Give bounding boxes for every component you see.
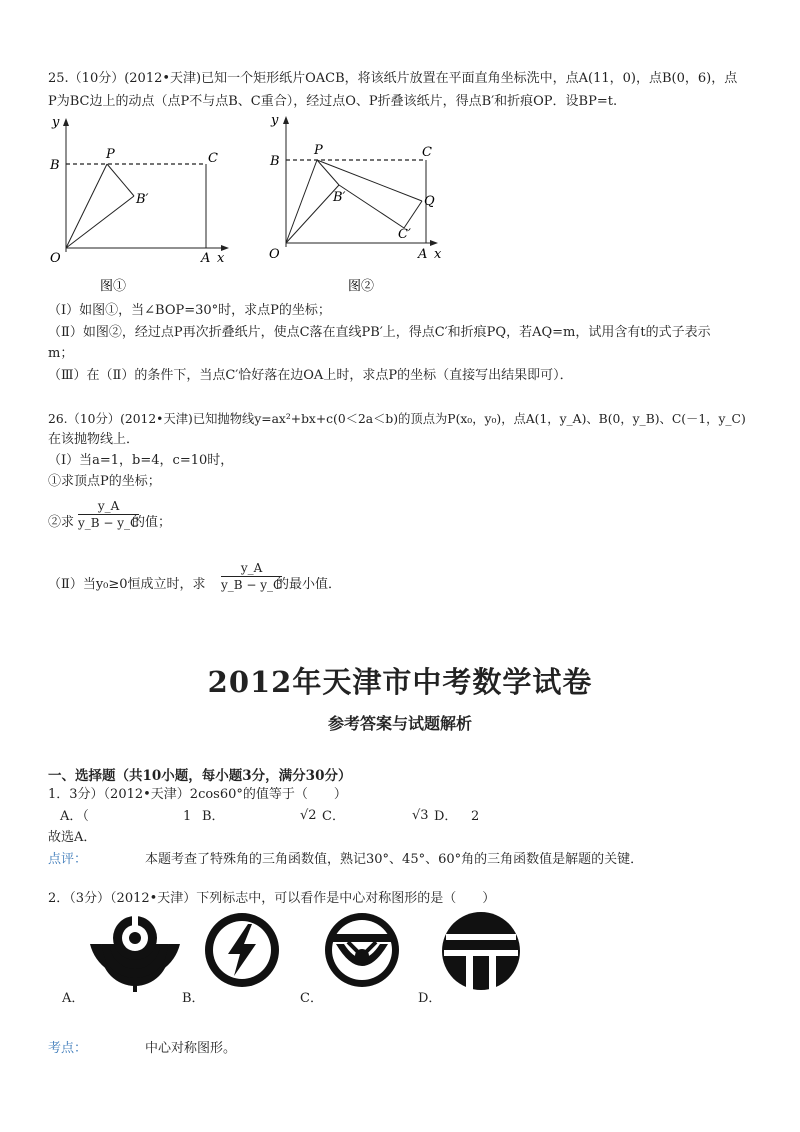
q1-value-1: 1	[183, 809, 192, 824]
q2-option-B: B．	[182, 991, 205, 1006]
q1-value-2: 2	[471, 809, 480, 824]
q26-fraction-1-num: y_A	[78, 498, 139, 515]
section-heading: 一、选择题（共10小题，每小题3分，满分30分）	[48, 768, 352, 784]
fig2-op	[286, 160, 317, 243]
q26-sub2-prefix: ②求	[48, 515, 75, 530]
kaodian-text: 中心对称图形。	[145, 1041, 237, 1056]
fig1-y-arrow	[63, 118, 69, 126]
logo-c-icon	[322, 910, 402, 990]
q1-stem: 1．3分）（2012•天津）2cos60°的值等于（ ）	[48, 787, 347, 802]
q1-option-D: D．	[434, 809, 458, 824]
q26-part1: （Ⅰ）当a=1，b=4，c=10时，	[48, 453, 234, 468]
q25-part2b: m；	[48, 346, 74, 361]
q26-fraction-2	[221, 560, 282, 593]
fig2-label-P: P	[314, 143, 323, 158]
figure-2	[262, 112, 462, 297]
fig1-label-Bprime: B′	[136, 192, 149, 207]
fig2-label-x: x	[434, 247, 442, 262]
fig1-label-B: B	[50, 158, 60, 173]
q1-option-B: B．	[202, 809, 225, 824]
q1-sqrt3: √3	[412, 808, 429, 823]
q2-stem: 2．（3分）（2012•天津）下列标志中，可以看作是中心对称图形的是（ ）	[48, 891, 496, 906]
fig1-pbp	[107, 164, 134, 196]
q1-sqrt2: √2	[300, 808, 317, 823]
q25-line1: 25.（10分）(2012•天津)已知一个矩形纸片OACB，将该纸片放置在平面直角坐标洗中，点A(11，0)，点B(0，6)，点	[48, 71, 738, 86]
q26-fraction-2-num: y_A	[221, 560, 282, 577]
q25-part2a: （Ⅱ）如图②，经过点P再次折叠纸片，使点C落在直线PB′上，得点C′和折痕PQ，若AQ=m，试用含有t的式子表示	[48, 325, 711, 340]
fig2-label-A: A	[418, 247, 428, 262]
fig1-caption: 图①	[100, 279, 127, 294]
fig2-obp	[286, 185, 339, 243]
fig1-op	[66, 164, 107, 248]
fig1-label-C: C	[208, 151, 218, 166]
fig1-label-P: P	[106, 147, 115, 162]
q2-option-D: D．	[418, 991, 442, 1006]
fig2-label-Cprime: C′	[398, 227, 411, 242]
logo-b-icon	[202, 910, 282, 990]
fig2-x-arrow	[430, 240, 438, 246]
logo-a-icon	[88, 908, 183, 998]
q25-part3: （Ⅲ）在（Ⅱ）的条件下，当点C′恰好落在边OA上时，求点P的坐标（直接写出结果即可）．	[48, 368, 573, 383]
fig1-obp	[66, 196, 134, 248]
q26-line1: 26.（10分）(2012•天津)已知抛物线y=ax²+bx+c(0＜2a＜b)的顶点为P(x₀，y₀)，点A(1，y_A)、B(0，y_B)、C(－1，y_C)	[48, 412, 746, 426]
q26-fraction-1	[78, 498, 139, 531]
fig2-cp-q	[404, 201, 422, 228]
q1-option-A: A．（	[60, 809, 89, 824]
fig2-label-B: B	[270, 154, 280, 169]
page-subtitle: 参考答案与试题解析	[327, 714, 472, 733]
fig2-caption: 图②	[348, 279, 375, 294]
q25-line2: P为BC边上的动点（点P不与点B、C重合），经过点O、P折叠该纸片，得点B′和折痕OP．设BP=t.	[48, 94, 618, 109]
page-title: 2012年天津市中考数学试卷	[207, 665, 593, 699]
q25-part1: （Ⅰ）如图①，当∠BOP=30°时，求点P的坐标；	[48, 303, 331, 318]
comment-text: 本题考查了特殊角的三角函数值，熟记30°、45°、60°角的三角函数值是解题的关键．	[145, 852, 644, 867]
fig2-label-Q: Q	[424, 194, 435, 209]
q26-sub1: ①求顶点P的坐标；	[48, 474, 161, 489]
q2-option-C: C．	[300, 991, 323, 1006]
fig2-y-arrow	[283, 116, 289, 124]
q1-choice: 故选A．	[48, 830, 97, 845]
kaodian-label: 考点：	[48, 1041, 88, 1056]
q26-part2-prefix: （Ⅱ）当y₀≥0恒成立时，求	[48, 577, 206, 592]
fig2-label-Bprime: B′	[333, 190, 346, 205]
q26-sub2-suffix: 的值；	[132, 515, 172, 530]
fig2-label-O: O	[269, 247, 280, 262]
fig1-label-O: O	[50, 251, 61, 266]
fig2-label-C: C	[422, 145, 432, 160]
figure-1	[40, 112, 240, 297]
fig1-label-A: A	[201, 251, 211, 266]
q1-option-C: C．	[322, 809, 345, 824]
q26-part2-suffix: 的最小值．	[276, 577, 342, 592]
fig1-label-y: y	[52, 115, 60, 130]
q2-option-A: A．	[62, 991, 85, 1006]
logo-d-icon	[440, 910, 522, 992]
fig2-label-y: y	[271, 113, 279, 128]
comment-label: 点评：	[48, 852, 88, 867]
q26-fraction-1-den: y_B − y_C	[78, 516, 140, 530]
fig2-bp-cp	[339, 185, 404, 228]
fig2-pbp	[317, 160, 339, 185]
q26-line2: 在该抛物线上．	[48, 432, 140, 447]
fig1-label-x: x	[217, 251, 225, 266]
q26-fraction-2-den: y_B − y_C	[221, 578, 283, 592]
